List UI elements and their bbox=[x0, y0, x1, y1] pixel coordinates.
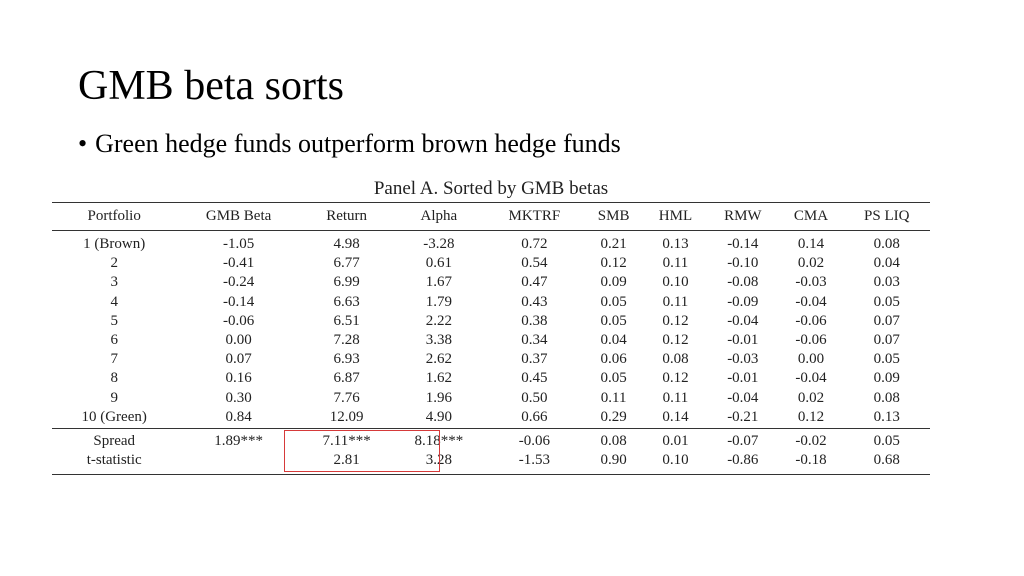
table-row bbox=[52, 231, 930, 255]
row-label: Spread bbox=[52, 428, 176, 451]
table-cell: 1.96 bbox=[425, 389, 452, 406]
table-cell: 2.22 bbox=[425, 312, 452, 329]
row-label: 10 (Green) bbox=[81, 408, 147, 425]
table-cell: -0.06 bbox=[222, 312, 255, 329]
table-cell: 0.61 bbox=[425, 255, 452, 272]
table-row bbox=[52, 408, 930, 429]
table-cell: 0.05 bbox=[600, 370, 627, 387]
table-cell: -1.53 bbox=[485, 451, 583, 475]
table-cell: 0.14 bbox=[797, 236, 825, 253]
table-cell: -0.41 bbox=[222, 255, 255, 272]
table-cell: 6.99 bbox=[333, 274, 360, 291]
table-cell: 0.30 bbox=[225, 389, 252, 406]
table-cell: 0.05 bbox=[873, 293, 900, 310]
table-cell: 4.98 bbox=[333, 236, 360, 253]
table-cell: 0.03 bbox=[873, 274, 900, 291]
bullet-point bbox=[78, 128, 621, 160]
row-label: 1 (Brown) bbox=[83, 236, 146, 253]
table-cell: 0.50 bbox=[521, 389, 548, 406]
table-cell: 7.76 bbox=[333, 389, 360, 406]
table-cell: 0.72 bbox=[521, 236, 548, 253]
table-cell: 7.28 bbox=[333, 332, 360, 349]
table-cell: 0.47 bbox=[521, 274, 548, 291]
table-cell: -0.08 bbox=[727, 274, 759, 291]
table-cell: 6.51 bbox=[333, 312, 360, 329]
table-cell: -0.14 bbox=[222, 293, 255, 310]
table-row bbox=[52, 389, 930, 408]
table-cell: 0.13 bbox=[873, 408, 900, 425]
table-cell: 0.13 bbox=[662, 236, 689, 253]
table-cell bbox=[176, 451, 300, 475]
table-cell: 0.09 bbox=[600, 274, 627, 291]
table-cell: 0.11 bbox=[600, 389, 627, 406]
row-label: t-statistic bbox=[52, 451, 176, 475]
table-cell: 2.81 bbox=[301, 451, 393, 475]
table-cell: -0.18 bbox=[778, 451, 843, 475]
col-header: Portfolio bbox=[52, 203, 176, 231]
table-cell: -0.24 bbox=[222, 274, 255, 291]
table-cell: -0.04 bbox=[795, 370, 827, 387]
col-header: Alpha bbox=[392, 203, 485, 231]
table-cell: 3.28 bbox=[392, 451, 485, 475]
col-header: HML bbox=[644, 203, 707, 231]
table-row bbox=[52, 254, 930, 273]
table-cell: 0.38 bbox=[521, 312, 548, 329]
table-cell: 0.08 bbox=[873, 236, 900, 253]
header-row bbox=[52, 203, 930, 231]
table-cell: 0.05 bbox=[873, 351, 900, 368]
table-cell: 6.93 bbox=[333, 351, 360, 368]
table-cell: 0.12 bbox=[662, 332, 689, 349]
table-cell: 0.12 bbox=[600, 255, 627, 272]
table-cell: -0.01 bbox=[727, 332, 759, 349]
gmb-beta-sorts-table bbox=[52, 202, 930, 475]
table-cell: 0.01 bbox=[644, 428, 707, 451]
table-cell: 0.68 bbox=[843, 451, 930, 475]
table-cell: 0.08 bbox=[662, 351, 689, 368]
table-cell: -0.86 bbox=[707, 451, 778, 475]
table-cell: 0.12 bbox=[797, 408, 825, 425]
table-cell: 0.05 bbox=[843, 428, 930, 451]
table-cell: 0.11 bbox=[662, 293, 689, 310]
table-cell: 0.06 bbox=[600, 351, 627, 368]
row-label: 3 bbox=[110, 274, 118, 291]
table-cell: 0.08 bbox=[873, 389, 900, 406]
table-cell: 0.04 bbox=[600, 332, 627, 349]
table-cell: 0.07 bbox=[873, 312, 900, 329]
table-cell: -0.07 bbox=[707, 428, 778, 451]
table-cell: 12.09 bbox=[329, 408, 364, 425]
table-cell: 0.10 bbox=[644, 451, 707, 475]
table-cell: -0.10 bbox=[727, 255, 759, 272]
table-cell: 0.02 bbox=[797, 389, 825, 406]
panel-title: Panel A. Sorted by GMB betas bbox=[373, 178, 609, 199]
table-cell: 0.37 bbox=[521, 351, 548, 368]
row-label: 4 bbox=[110, 293, 118, 310]
row-label: 8 bbox=[110, 370, 118, 387]
table-cell: 0.02 bbox=[797, 255, 825, 272]
row-label: 9 bbox=[110, 389, 118, 406]
bullet-text: Green hedge funds outperform brown hedge funds bbox=[95, 129, 621, 158]
table-cell: 0.09 bbox=[873, 370, 900, 387]
table-cell: -0.21 bbox=[727, 408, 759, 425]
table-cell: 1.89*** bbox=[176, 428, 300, 451]
portfolio-rows bbox=[52, 231, 930, 429]
table-cell: 0.04 bbox=[873, 255, 900, 272]
table-cell: -0.02 bbox=[778, 428, 843, 451]
table-cell: 6.63 bbox=[333, 293, 360, 310]
summary-row bbox=[52, 428, 930, 451]
table-cell: 0.29 bbox=[600, 408, 627, 425]
row-label: 6 bbox=[110, 332, 118, 349]
table-cell: -3.28 bbox=[423, 236, 455, 253]
table-cell: 0.43 bbox=[521, 293, 548, 310]
row-label: 7 bbox=[110, 351, 118, 368]
table-cell: 4.90 bbox=[425, 408, 452, 425]
table-cell: 0.11 bbox=[662, 389, 689, 406]
col-header: Return bbox=[301, 203, 393, 231]
table-cell: 6.77 bbox=[333, 255, 360, 272]
highlight-box bbox=[284, 430, 440, 472]
table-cell: 1.79 bbox=[425, 293, 452, 310]
table-cell: 3.38 bbox=[425, 332, 452, 349]
table-cell: 0.07 bbox=[225, 351, 252, 368]
table-cell: 8.18*** bbox=[392, 428, 485, 451]
table-cell: 0.00 bbox=[225, 332, 252, 349]
table-cell: -1.05 bbox=[222, 236, 255, 253]
table-cell: 1.62 bbox=[425, 370, 452, 387]
table-row bbox=[52, 273, 930, 292]
summary-rows bbox=[52, 428, 930, 474]
table-cell: -0.03 bbox=[727, 351, 759, 368]
table-cell: -0.14 bbox=[727, 236, 759, 253]
table-row bbox=[52, 293, 930, 312]
table-cell: 0.84 bbox=[225, 408, 252, 425]
table-cell: 0.11 bbox=[662, 255, 689, 272]
table-cell: -0.01 bbox=[727, 370, 759, 387]
table-cell: -0.06 bbox=[485, 428, 583, 451]
table-cell: -0.04 bbox=[795, 293, 827, 310]
summary-row bbox=[52, 451, 930, 475]
table-cell: 0.07 bbox=[873, 332, 900, 349]
table-cell: 0.08 bbox=[583, 428, 643, 451]
table-cell: -0.04 bbox=[727, 389, 759, 406]
table-cell: 0.66 bbox=[521, 408, 548, 425]
col-header: CMA bbox=[778, 203, 843, 231]
col-header: SMB bbox=[583, 203, 643, 231]
table-cell: -0.03 bbox=[795, 274, 827, 291]
table-cell: 0.21 bbox=[600, 236, 627, 253]
table-row bbox=[52, 331, 930, 350]
table-row bbox=[52, 369, 930, 388]
table-cell: 0.90 bbox=[583, 451, 643, 475]
table-cell: -0.06 bbox=[795, 312, 827, 329]
table-cell: 0.45 bbox=[521, 370, 548, 387]
table-cell: 0.12 bbox=[662, 312, 689, 329]
table-cell: 0.34 bbox=[521, 332, 548, 349]
table-cell: 0.00 bbox=[797, 351, 825, 368]
table-cell: -0.04 bbox=[727, 312, 759, 329]
slide-title: GMB beta sorts bbox=[78, 63, 344, 109]
col-header: RMW bbox=[707, 203, 778, 231]
table-cell: 1.67 bbox=[425, 274, 452, 291]
table-cell: 2.62 bbox=[425, 351, 452, 368]
col-header: PS LIQ bbox=[843, 203, 930, 231]
table-cell: 0.10 bbox=[662, 274, 689, 291]
row-label: 2 bbox=[110, 255, 118, 272]
row-label: 5 bbox=[110, 312, 118, 329]
table-cell: 0.16 bbox=[225, 370, 252, 387]
col-header: GMB Beta bbox=[176, 203, 300, 231]
table-cell: 0.12 bbox=[662, 370, 689, 387]
table-row bbox=[52, 350, 930, 369]
table-cell: 0.05 bbox=[600, 293, 627, 310]
col-header: MKTRF bbox=[485, 203, 583, 231]
table-cell: 7.11*** bbox=[301, 428, 393, 451]
table-cell: 0.54 bbox=[521, 255, 548, 272]
table-row bbox=[52, 312, 930, 331]
table-cell: 6.87 bbox=[333, 370, 360, 387]
table-cell: 0.05 bbox=[600, 312, 627, 329]
table-cell: -0.06 bbox=[795, 332, 827, 349]
table-cell: 0.14 bbox=[662, 408, 689, 425]
bullet-marker: • bbox=[78, 129, 88, 158]
table-cell: -0.09 bbox=[727, 293, 759, 310]
